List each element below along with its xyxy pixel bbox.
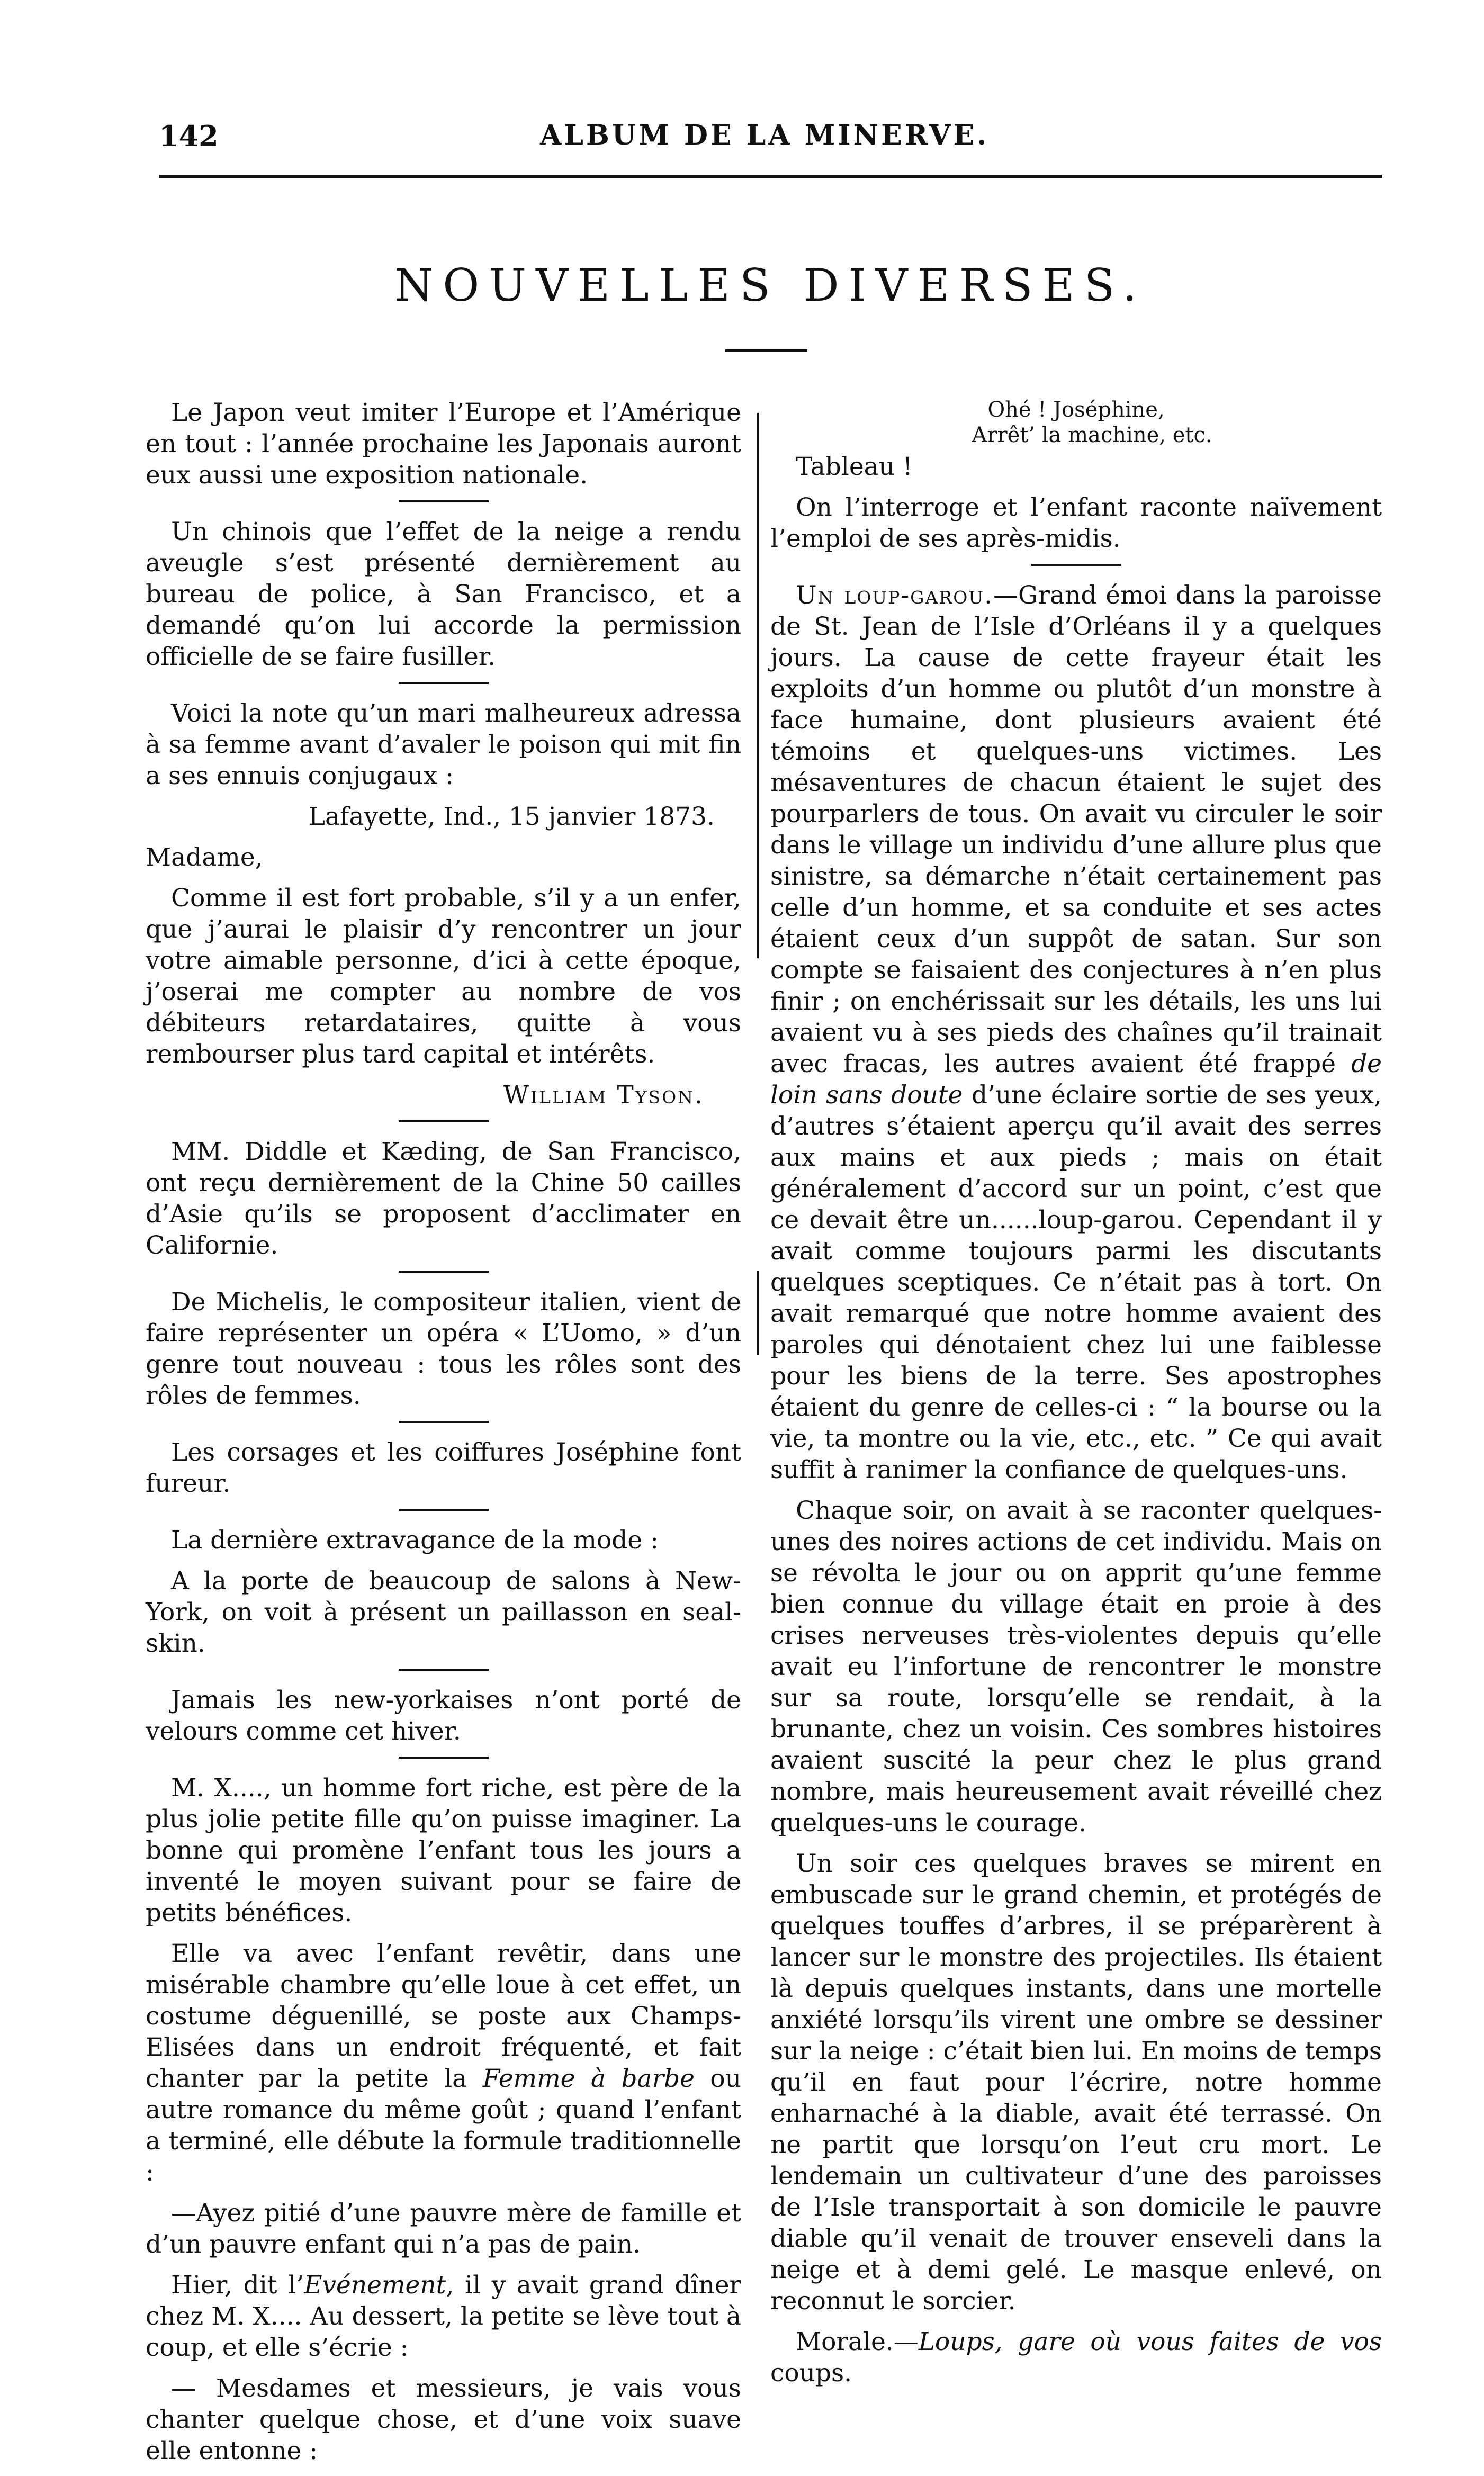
news-mode-body: A la porte de beaucoup de salons à New-York, on voit à présent un paillasson en seal-skin. [146, 1566, 741, 1658]
italic-title: Femme à barbe [482, 2064, 695, 2093]
news-mode-intro: La dernière extravagance de la mode : [171, 1526, 659, 1555]
news-mx-intro: M. X...., un homme fort riche, est père de la plus jolie petite fille qu’on puisse imaginer. La bonne qui promène l’enfant tous les jours a inventé le moyen suivant pour se faire de petits bénéfices. [146, 1773, 741, 1928]
item-separator [399, 1120, 489, 1122]
tableau-line: Tableau ! [796, 452, 913, 481]
letter-body: Comme il est fort probable, s’il y a un enfer, que j’aurai le plaisir d’y rencontrer un jour votre aimable personne, d’ici à cette époque, j’oserai me compter au nombre de vos débiteurs retardataires, quitte à vous rembourser plus tard capital et intérêts. [146, 884, 741, 1069]
text-run: d’une éclaire sortie de ses yeux, d’autres s’étaient aperçu qu’il avait des serres aux mains et aux pieds ; mais on était généralement d’accord sur un point, c’est que ce devait être un......loup-garou. Cependant il y avait comme toujours parmi les discutants quelques sceptiques. Ce n’était pas à tort. On avait remarqué que notre homme avaient des paroles qui dénotaient chez lui une faiblesse pour les biens de la terre. Ses apostrophes étaient du genre de celles-ci : “ la bourse ou la vie, ta montre ou la vie, etc., etc. ” Ce qui avait suffit à ranimer la confiance de quelques-uns. [770, 1081, 1382, 1484]
news-opera: De Michelis, le compositeur italien, vient de faire représenter un opéra « L’Uomo, » d’un genre tout nouveau : tous les rôles sont des rôles de femmes. [146, 1287, 741, 1410]
item-separator [399, 1757, 489, 1759]
italic-phrase: Loups, gare où vous faites de vos [918, 2327, 1382, 2356]
running-title: ALBUM DE LA MINERVE. [540, 119, 990, 151]
left-column [146, 397, 741, 2476]
loup-garou-p1 [770, 580, 1382, 1485]
letter-salutation: Madame, [146, 843, 263, 872]
item-separator [399, 1509, 489, 1511]
italic-title: Evénement [304, 2271, 446, 2300]
text-run: Elle va avec l’enfant revêtir, dans une misérable chambre qu’elle loue à cet effet, un costume déguenillé, se poste aux Champs-Elisées dans un endroit fréquenté, et fait chanter par la petite la [146, 1939, 741, 2093]
text-run: , il y avait grand dîner chez M. X.... Au dessert, la petite se lève tout à coup, et elle s’écrie : [146, 2271, 741, 2362]
news-japon: Le Japon veut imiter l’Europe et l’Amérique en tout : l’année prochaine les Japonais auront eux aussi une exposition nationale. [146, 398, 741, 490]
text-run: Morale.— [796, 2327, 919, 2356]
news-mx-body [146, 1938, 741, 2188]
text-run: —Grand émoi dans la paroisse de St. Jean de l’Isle d’Orléans il y a quelques jours. La cause de cette frayeur était les exploits d’un homme ou plutôt d’un monstre à face humaine, dont plusieurs avaient été témoins et quelques-uns victimes. Les mésaventures de chacun étaient le sujet des pourparlers de tous. On avait vu circuler le soir dans le village un individu d’une allure plus que sinistre, sa démarche n’était certainement pas celle d’un homme, et sa conduite et ses actes étaient ceux d’un suppôt de satan. Sur son compte se faisaient des conjectures à n’en plus finir ; on enchérissait sur les détails, les uns lui avaient vu à ses pieds des chaînes qu’il trainait avec fracas, les autres avaient été frappé [770, 581, 1382, 1078]
item-separator [399, 1669, 489, 1671]
letter-signature: William Tyson. [503, 1081, 704, 1110]
news-mx-chant: — Mesdames et messieurs, je vais vous chanter quelque chose, et d’une voix suave elle entonne : [146, 2374, 741, 2465]
text-run: Hier, dit l’ [171, 2271, 304, 2300]
song-line-1: Ohé ! Joséphine, [987, 398, 1165, 422]
column-divider-lower [757, 1271, 759, 1355]
letter-dateline: Lafayette, Ind., 15 janvier 1873. [308, 802, 715, 831]
section-heading: Un loup-garou. [796, 581, 994, 610]
news-mx-formula: —Ayez pitié d’une pauvre mère de famille et d’un pauvre enfant qui n’a pas de pain. [146, 2199, 741, 2259]
italic-phrase: de loin sans doute [770, 1049, 1382, 1110]
news-corsages: Les corsages et les coiffures Joséphine font fureur. [146, 1438, 741, 1498]
text-run: coups. [770, 2358, 852, 2388]
item-separator [399, 1421, 489, 1423]
news-mx-conclusion: On l’interroge et l’enfant raconte naïvement l’emploi de ses après-midis. [770, 493, 1382, 553]
page-header [159, 119, 1382, 161]
news-note-intro: Voici la note qu’un mari malheureux adressa à sa femme avant d’avaler le poison qui mit fin a ses ennuis conjugaux : [146, 699, 741, 790]
news-mx-diner [146, 2270, 741, 2363]
news-cailles: MM. Diddle et Kæding, de San Francisco, ont reçu dernièrement de la Chine 50 cailles d’Asie qu’ils se proposent d’acclimater en Californie. [146, 1137, 741, 1260]
item-separator [399, 1271, 489, 1273]
loup-garou-p3: Un soir ces quelques braves se mirent en embuscade sur le grand chemin, et protégés de quelques touffes d’arbres, il se préparèrent à lancer sur le monstre des projectiles. Ils étaient là depuis quelques instants, dans une mortelle anxiété lorsqu’ils virent une ombre se dessiner sur la neige : c’était bien lui. En moins de temps qu’il en faut pour l’écrire, notre homme enharnaché à la diable, avait été terrassé. On ne partit que lorsqu’on l’eut cru mort. Le lendemain un cultivateur d’une des paroisses de l’Isle transportait à son domicile le pauvre diable qu’il venait de trouver enseveli dans la neige et à demi gelé. Le masque enlevé, on reconnut le sorcier. [770, 1849, 1382, 2316]
page-number: 142 [159, 119, 219, 153]
item-separator [399, 500, 489, 502]
song-line-2: Arrêt’ la machine, etc. [972, 423, 1212, 447]
text-run: ou autre romance du même goût ; quand l’enfant a terminé, elle débute la formule traditionnelle : [146, 2064, 741, 2187]
loup-garou-morale [770, 2326, 1382, 2389]
column-divider [757, 413, 759, 958]
page-title: NOUVELLES DIVERSES. [394, 259, 1147, 311]
loup-garou-p2: Chaque soir, on avait à se raconter quelques-unes des noires actions de cet individu. Mais on se révolta le jour ou on apprit qu’une femme bien connue du village était en proie à des crises nerveuses très-violentes depuis qu’elle avait eu l’infortune de rencontrer le monstre sur sa route, lorsqu’elle se rendait, à la brunante, chez un voisin. Ces sombres histoires avaient suscité la peur chez le plus grand nombre, mais heureusement avait réveillé chez quelques-uns le courage. [770, 1496, 1382, 1838]
item-separator [1031, 564, 1121, 566]
right-column [770, 397, 1382, 2398]
news-chinois: Un chinois que l’effet de la neige a rendu aveugle s’est présenté dernièrement au bureau de police, à San Francisco, et a demandé qu’on lui accorde la permission officielle de se faire fusiller. [146, 517, 741, 671]
item-separator [399, 682, 489, 684]
title-rule [725, 349, 807, 352]
header-rule [159, 175, 1382, 178]
news-velours: Jamais les new-yorkaises n’ont porté de velours comme cet hiver. [146, 1686, 741, 1746]
